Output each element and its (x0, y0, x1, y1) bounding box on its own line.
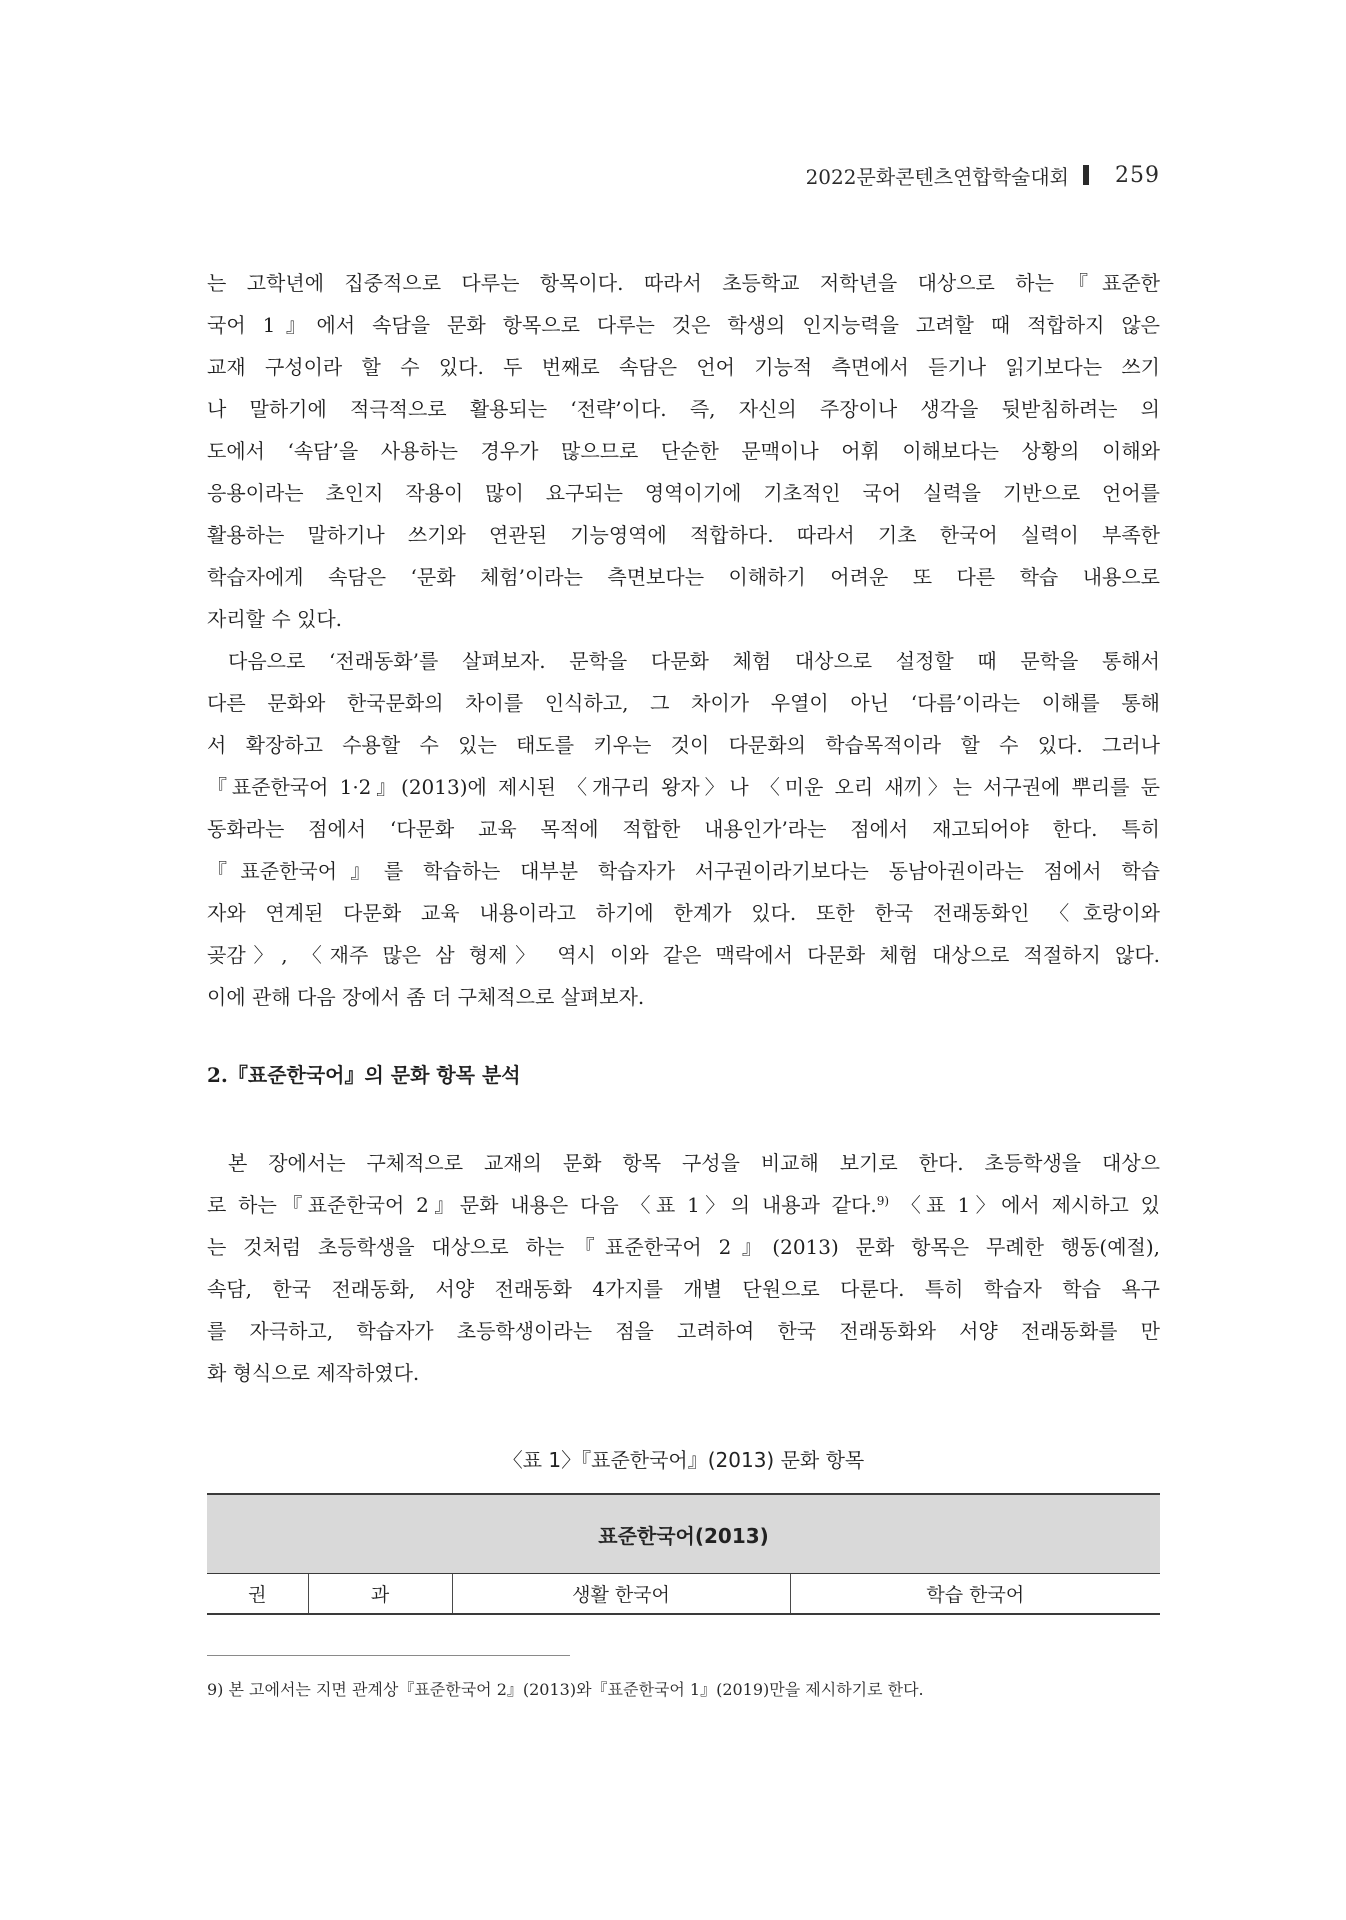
body-text (207, 262, 1160, 1018)
section-paragraph (207, 1142, 1160, 1394)
body-line: 학습자에게 속담은 ‘문화 체험’이라는 측면보다는 이해하기 어려운 또 다른 학습 내용으로 (207, 565, 1160, 589)
body-line: 활용하는 말하기나 쓰기와 연관된 기능영역에 적합하다. 따라서 기초 한국어 실력이 부족한 (207, 523, 1160, 547)
body-line: 도에서 ‘속담’을 사용하는 경우가 많으므로 단순한 문맥이나 어휘 이해보다는 상황의 이해와 (207, 439, 1160, 463)
header-separator-bar (1083, 165, 1089, 185)
body-line: 서 확장하고 수용할 수 있는 태도를 키우는 것이 다문화의 학습목적이라 할 수 있다. 그러나 (207, 733, 1160, 757)
running-header (806, 158, 1160, 192)
body-line: 국어 1』에서 속담을 문화 항목으로 다루는 것은 학생의 인지능력을 고려할 때 적합하지 않은 (207, 313, 1160, 337)
footnote-text: 9) 본 고에서는 지면 관계상『표준한국어 2』(2013)와『표준한국어 1』(2019)만을 제시하기로 한다. (207, 1680, 924, 1699)
body-line: 자리할 수 있다. (207, 607, 342, 631)
paragraph (207, 262, 1160, 640)
body-line: 교재 구성이라 할 수 있다. 두 번째로 속담은 언어 기능적 측면에서 듣기나 읽기보다는 쓰기 (207, 355, 1160, 379)
body-line: 화 형식으로 제작하였다. (207, 1361, 420, 1385)
col-header-volume: 권 (207, 1574, 308, 1615)
body-line: 이에 관해 다음 장에서 좀 더 구체적으로 살펴보자. (207, 985, 645, 1009)
body-line: 응용이라는 초인지 작용이 많이 요구되는 영역이기에 기초적인 국어 실력을 기반으로 언어를 (207, 481, 1160, 505)
body-line: 나 말하기에 적극적으로 활용되는 ‘전략’이다. 즉, 자신의 주장이나 생각을 뒷받침하려는 의 (207, 397, 1160, 421)
table-title-cell: 표준한국어(2013) (207, 1494, 1160, 1574)
col-header-life-korean: 생활 한국어 (452, 1574, 790, 1615)
section-heading: 2.『표준한국어』의 문화 항목 분석 (207, 1063, 521, 1087)
table-header-row (207, 1574, 1160, 1615)
footnote-ref: 9) (876, 1194, 890, 1208)
page-number: 259 (1115, 162, 1160, 188)
footnote-rule (207, 1655, 570, 1656)
body-line: 『표준한국어』를 학습하는 대부분 학습자가 서구권이라기보다는 동남아권이라는 점에서 학습 (207, 859, 1160, 883)
body-line: 를 자극하고, 학습자가 초등학생이라는 점을 고려하여 한국 전래동화와 서양 전래동화를 만 (207, 1319, 1160, 1343)
body-line: 동화라는 점에서 ‘다문화 교육 목적에 적합한 내용인가’라는 점에서 재고되어야 한다. 특히 (207, 817, 1160, 841)
table-title-row (207, 1494, 1160, 1574)
table-caption: 〈표 1〉『표준한국어』(2013) 문화 항목 (502, 1448, 865, 1472)
paragraph (207, 640, 1160, 1018)
body-line: 는 것처럼 초등학생을 대상으로 하는『표준한국어 2』(2013) 문화 항목은 무례한 행동(예절), (207, 1235, 1160, 1259)
col-header-study-korean: 학습 한국어 (790, 1574, 1160, 1615)
body-line: 본 장에서는 구체적으로 교재의 문화 항목 구성을 비교해 보기로 한다. 초등학생을 대상으 (228, 1151, 1160, 1175)
body-line: 『표준한국어 1·2』(2013)에 제시된 〈개구리 왕자〉나 〈미운 오리 새끼〉는 서구권에 뿌리를 둔 (207, 775, 1160, 799)
body-line (207, 1184, 1160, 1226)
body-line: 는 고학년에 집중적으로 다루는 항목이다. 따라서 초등학교 저학년을 대상으로 하는『표준한 (207, 271, 1160, 295)
conference-title: 2022문화콘텐츠연합학술대회 (805, 164, 1069, 189)
col-header-lesson: 과 (308, 1574, 452, 1615)
body-line-text: 〈표 1〉에서 제시하고 있 (889, 1193, 1160, 1217)
body-line: 다음으로 ‘전래동화’를 살펴보자. 문학을 다문화 체험 대상으로 설정할 때 문학을 통해서 (228, 649, 1160, 673)
body-line: 자와 연계된 다문화 교육 내용이라고 하기에 한계가 있다. 또한 한국 전래동화인 〈호랑이와 (207, 901, 1160, 925)
culture-items-table (207, 1493, 1160, 1615)
body-line: 속담, 한국 전래동화, 서양 전래동화 4가지를 개별 단원으로 다룬다. 특히 학습자 학습 욕구 (207, 1277, 1160, 1301)
body-line: 다른 문화와 한국문화의 차이를 인식하고, 그 차이가 우열이 아닌 ‘다름’이라는 이해를 통해 (207, 691, 1160, 715)
body-line: 곶감〉, 〈재주 많은 삼 형제〉 역시 이와 같은 맥락에서 다문화 체험 대상으로 적절하지 않다. (207, 943, 1160, 967)
body-line-text: 로 하는『표준한국어 2』문화 내용은 다음 〈표 1〉의 내용과 같다. (207, 1193, 877, 1217)
